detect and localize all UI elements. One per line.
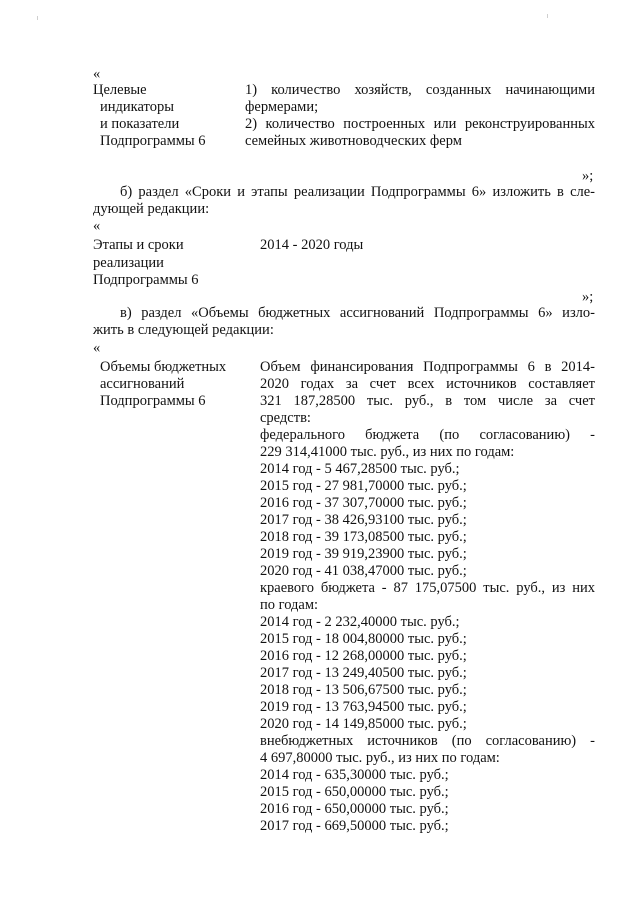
block-content-line: семейных животноводческих ферм: [245, 133, 462, 149]
block-content-line: 2020 год - 14 149,85000 тыс. руб.;: [260, 716, 467, 732]
block-content-line: 2016 год - 12 268,00000 тыс. руб.;: [260, 648, 467, 664]
block-label-line: индикаторы: [100, 99, 174, 115]
block-content-line: 2020 годах за счет всех источников составляет: [260, 376, 595, 392]
block-content-line: 2016 год - 37 307,70000 тыс. руб.;: [260, 495, 467, 511]
block-content-line: 2015 год - 650,00000 тыс. руб.;: [260, 784, 449, 800]
block-content-line: 2014 - 2020 годы: [260, 237, 364, 253]
block-content-line: 2018 год - 13 506,67500 тыс. руб.;: [260, 682, 467, 698]
block-content-line: 2019 год - 13 763,94500 тыс. руб.;: [260, 699, 467, 715]
close-quote: »;: [582, 289, 594, 305]
block-content-line: 2018 год - 39 173,08500 тыс. руб.;: [260, 529, 467, 545]
block-content-line: 4 697,80000 тыс. руб., из них по годам:: [260, 750, 500, 766]
block-content-line: 321 187,28500 тыс. руб., в том числе за счет: [260, 393, 595, 409]
block-content-line: Объем финансирования Подпрограммы 6 в 2014-: [260, 359, 595, 375]
scan-mark: [37, 16, 38, 20]
block-label-line: Подпрограммы 6: [100, 393, 206, 409]
block-label-line: ассигнований: [100, 376, 185, 392]
block-content-line: фермерами;: [245, 99, 319, 115]
block-label-line: Подпрограммы 6: [100, 133, 206, 149]
block-content-line: 2016 год - 650,00000 тыс. руб.;: [260, 801, 449, 817]
block-content-line: 229 314,41000 тыс. руб., из них по годам:: [260, 444, 515, 460]
block-content-line: федерального бюджета (по согласованию) -: [260, 427, 595, 443]
open-quote: «: [93, 218, 101, 234]
block-label-line: и показатели: [100, 116, 180, 132]
block-label-line: Объемы бюджетных: [100, 359, 227, 375]
block-content-line: 2019 год - 39 919,23900 тыс. руб.;: [260, 546, 467, 562]
scan-mark: [547, 14, 548, 18]
block-content-line: 2017 год - 13 249,40500 тыс. руб.;: [260, 665, 467, 681]
block-content-line: 2014 год - 2 232,40000 тыс. руб.;: [260, 614, 460, 630]
block-label-line: Подпрограммы 6: [93, 272, 199, 288]
block-label-line: реализации: [93, 255, 164, 271]
block-label-line: Целевые: [93, 82, 147, 98]
block-content-line: средств:: [260, 410, 311, 426]
block-content-line: 2014 год - 5 467,28500 тыс. руб.;: [260, 461, 460, 477]
open-quote: «: [93, 66, 101, 82]
block-content-line: 2015 год - 27 981,70000 тыс. руб.;: [260, 478, 467, 494]
open-quote: «: [93, 340, 101, 356]
block-content-line: краевого бюджета - 87 175,07500 тыс. руб., из них: [260, 580, 595, 596]
block-content-line: 1) количество хозяйств, созданных начинающими: [245, 82, 595, 98]
block-content-line: 2015 год - 18 004,80000 тыс. руб.;: [260, 631, 467, 647]
block-content-line: 2017 год - 669,50000 тыс. руб.;: [260, 818, 449, 834]
paragraph-line: жить в следующей редакции:: [93, 322, 274, 338]
block-label-line: Этапы и сроки: [93, 237, 184, 253]
block-content-line: 2) количество построенных или реконструированных: [245, 116, 595, 132]
paragraph-line: в) раздел «Объемы бюджетных ассигнований Подпрограммы 6» изло-: [120, 305, 595, 321]
paragraph-line: б) раздел «Сроки и этапы реализации Подпрограммы 6» изложить в сле-: [120, 184, 595, 200]
block-content-line: 2020 год - 41 038,47000 тыс. руб.;: [260, 563, 467, 579]
paragraph-line: дующей редакции:: [93, 201, 210, 217]
block-content-line: 2017 год - 38 426,93100 тыс. руб.;: [260, 512, 467, 528]
block-content-line: внебюджетных источников (по согласованию) -: [260, 733, 595, 749]
close-quote: »;: [582, 168, 594, 184]
block-content-line: 2014 год - 635,30000 тыс. руб.;: [260, 767, 449, 783]
block-content-line: по годам:: [260, 597, 319, 613]
